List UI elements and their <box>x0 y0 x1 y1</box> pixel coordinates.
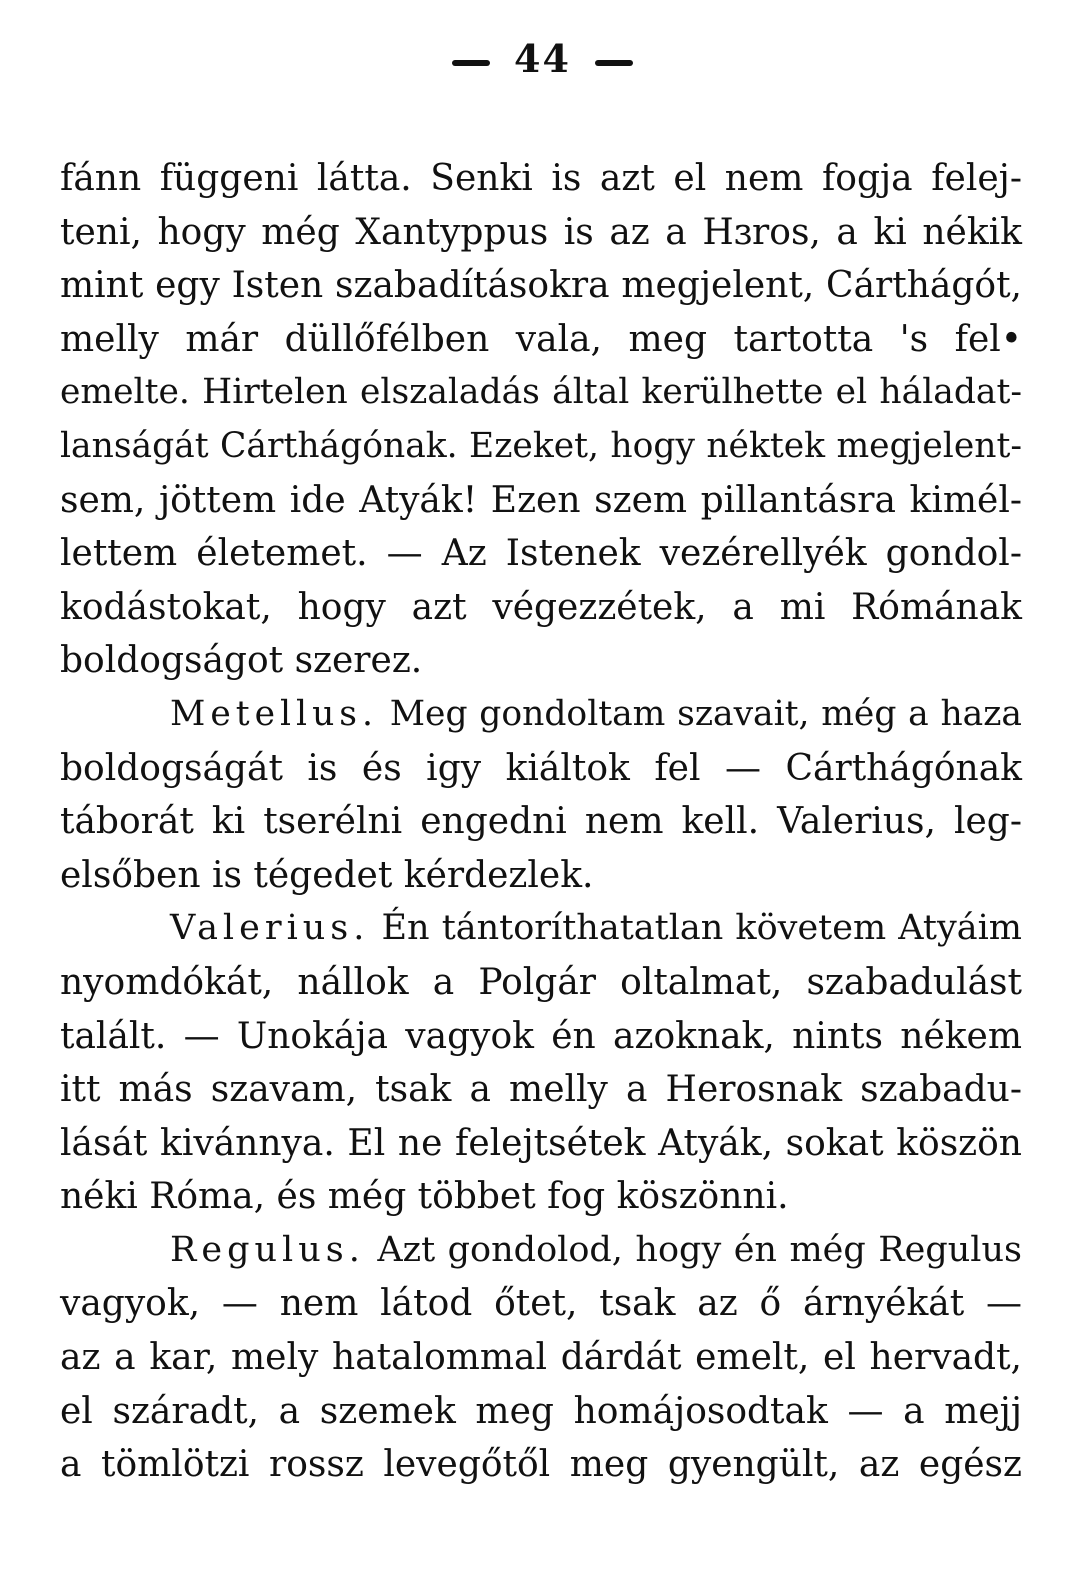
text-line: mint egy Isten szabadításokra megjelent, Cárthágót, <box>60 265 1022 307</box>
speaker-name: Regulus. <box>170 1229 365 1270</box>
body-text <box>60 152 1022 1492</box>
text-line: el száradt, a szemek meg homájosodtak — a mejj <box>60 1390 1022 1432</box>
speech-first-line <box>60 902 1022 956</box>
text-line: teni, hogy még Xantyppus is az a Hɜros, a ki nékik <box>60 211 1022 253</box>
text-line: kodástokat, hogy azt végezzétek, a mi Rómának <box>60 586 1022 628</box>
text-line: emelte. Hirtelen elszaladás által kerülhette el háladat- <box>60 372 1022 413</box>
text-line: lettem életemet. — Az Istenek vezérellyék gondol- <box>60 533 1022 575</box>
text-line: táborát ki tserélni engedni nem kell. Valerius, leg- <box>60 801 1022 843</box>
text-line: melly már düllőfélben vala, meg tartotta 's fel• <box>60 318 1022 360</box>
text-line: boldogságát is és igy kiáltok fel — Cárthágónak <box>60 747 1022 789</box>
text-line: lását kivánnya. El ne felejtsétek Atyák, sokat köszön <box>60 1122 1022 1164</box>
page-header <box>0 36 1085 81</box>
text-line: néki Róma, és még többet fog köszönni. <box>60 1176 789 1218</box>
text-line: talált. — Unokája vagyok én azoknak, nints nékem <box>60 1015 1022 1057</box>
header-dash-right <box>595 60 633 66</box>
speech-first-line <box>60 688 1022 742</box>
text-line: nyomdókát, nállok a Polgár oltalmat, szabadulást <box>60 961 1022 1003</box>
text-line: boldogságot szerez. <box>60 640 423 682</box>
speech-text: Én tántoríthatatlan követem Atyáim <box>381 908 1022 949</box>
header-dash-left <box>452 60 490 66</box>
text-line: a tömlötzi rossz levegőtől meg gyengült, az egész <box>60 1444 1022 1486</box>
speech-text: Azt gondolod, hogy én még Regulus <box>377 1229 1022 1270</box>
text-line: vagyok, — nem látod őtet, tsak az ő árnyékát — <box>60 1283 1022 1325</box>
speaker-name: Valerius. <box>170 908 370 949</box>
text-line: sem, jöttem ide Atyák! Ezen szem pillantásra kimél- <box>60 479 1022 521</box>
text-line: itt más szavam, tsak a melly a Herosnak szabadu- <box>60 1069 1022 1111</box>
speech-first-line <box>60 1224 1022 1278</box>
text-line: fánn függeni látta. Senki is azt el nem fogja felej- <box>60 158 1022 199</box>
page-number: 44 <box>514 36 571 81</box>
text-line: elsőben is tégedet kérdezlek. <box>60 854 594 896</box>
speech-text: Meg gondoltam szavait, még a haza <box>389 693 1022 734</box>
text-line: az a kar, mely hatalommal dárdát emelt, el hervadt, <box>60 1337 1022 1379</box>
speaker-name: Metellus. <box>170 693 378 734</box>
text-line: lanságát Cárthágónak. Ezeket, hogy néktek megjelent- <box>60 425 1022 466</box>
